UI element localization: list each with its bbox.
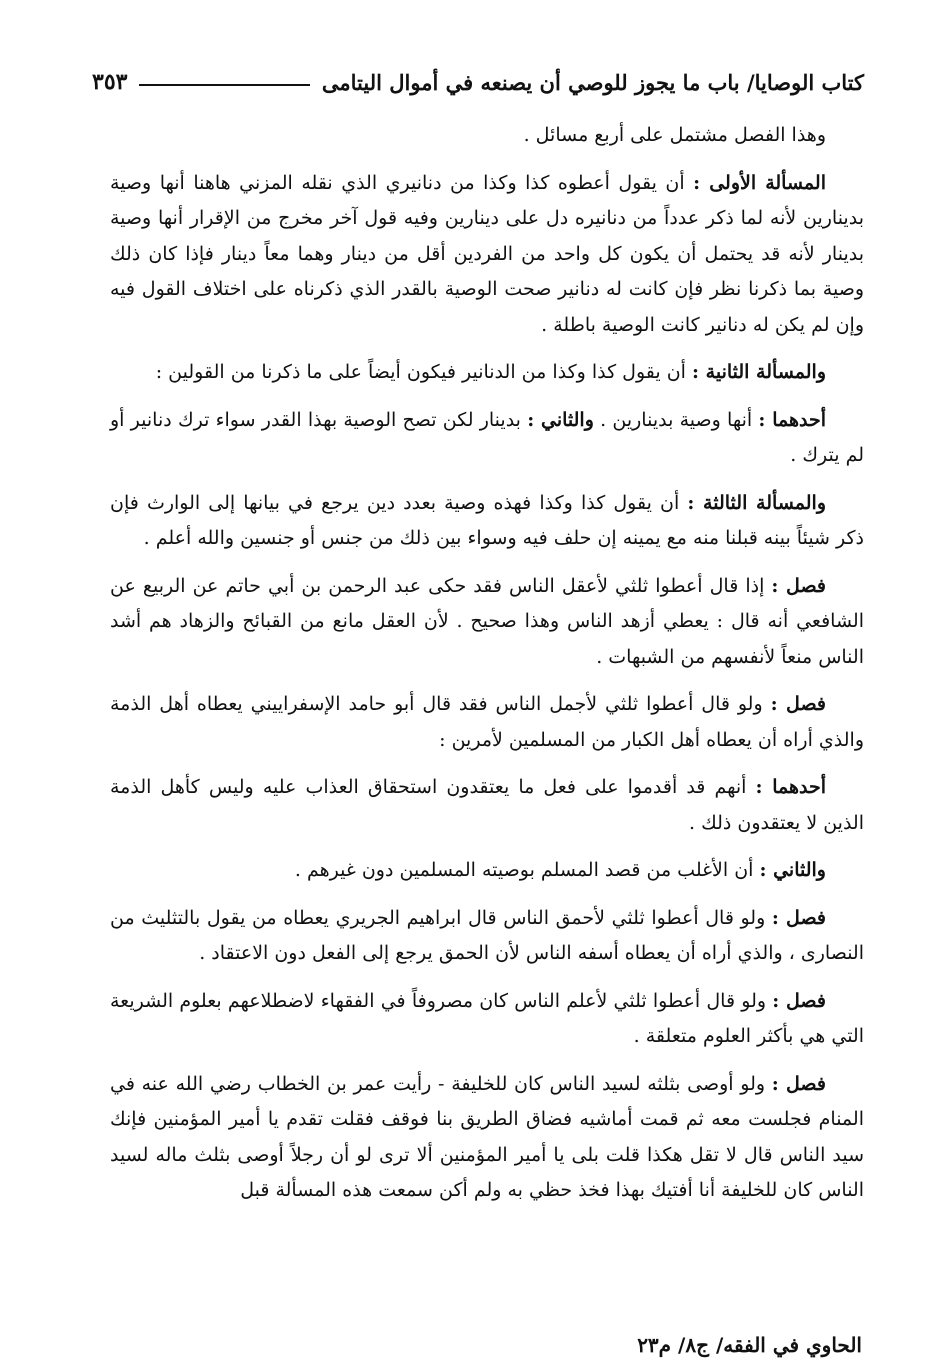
paragraph: [110, 403, 864, 474]
section-lead: فصل :: [771, 574, 826, 597]
paragraph-text: أن الأغلب من قصد المسلم بوصيته المسلمين دون غيرهم .: [294, 859, 760, 881]
paragraph-text: أنها وصية بدينارين .: [593, 408, 759, 431]
paragraph: [110, 853, 864, 889]
paragraph: [110, 486, 864, 557]
section-lead: فصل :: [771, 1072, 826, 1095]
paragraph: [110, 901, 864, 972]
running-title: كتاب الوصايا/ باب ما يجوز للوصي أن يصنعه في أموال اليتامى: [321, 69, 864, 95]
section-lead: والمسألة الثالثة :: [687, 491, 826, 514]
paragraph-text: ولو قال أعطوا ثلثي لأحمق الناس قال ابراهيم الجريري يعطاه من يقول بالتثليث من النصارى ، والذي أراه أن يعطاه أسفه الناس لأن الحمق يرجع إلى الفعل دون الاعتقاد .: [110, 906, 864, 964]
section-lead: والثاني :: [527, 408, 594, 431]
paragraph-text: بدينار لكن تصح الوصية بهذا القدر سواء ترك دنانير أو لم يترك .: [110, 408, 864, 466]
paragraph-text: أن يقول أعطوه كذا وكذا من دنانيري الذي نقله المزني هاهنا أنها وصية بدينارين لأنه لما ذكر عدداً من دنانيره دل على دينارين وفيه قول آخر مخرج من الإقرار أنها وصية بدينار لأنه قد يحتمل أن يكون كل واحد من الفردين أقل من دينار وهما معاً دينار فإذا كان ذلك وصية بما ذكرنا نظر فإن كانت له دنانير صحت الوصية بالقدر الذي ذكرناه على اختلاف القول فيه وإن لم يكن له دنانير كانت الوصية باطلة .: [110, 171, 864, 336]
paragraph-text: ولو قال أعطوا ثلثي لأعلم الناس كان مصروفاً في الفقهاء لاضطلاعهم بعلوم الشريعة التي هي بأكثر العلوم متعلقة .: [110, 989, 864, 1047]
paragraph: [110, 355, 864, 391]
paragraph-text: أنهم قد أقدموا على فعل ما يعتقدون استحقاق العذاب عليه وليس كأهل الذمة الذين لا يعتقدون ذلك .: [110, 776, 864, 834]
paragraph-text: وهذا الفصل مشتمل على أربع مسائل .: [523, 124, 826, 146]
section-lead: والمسألة الثانية :: [692, 361, 826, 383]
paragraph-text: أن يقول كذا وكذا من الدنانير فيكون أيضاً على ما ذكرنا من القولين :: [155, 361, 693, 383]
paragraph-text: ولو قال أعطوا ثلثي لأجمل الناس فقد قال أبو حامد الإسفراييني يعطاه أهل الذمة والذي أراه أن يعطاه أهل الكبار من المسلمين لأمرين :: [110, 693, 864, 751]
paragraph-text: ولو أوصى بثلثه لسيد الناس كان للخليفة - رأيت عمر بن الخطاب رضي الله عنه في المنام فجلست معه ثم قمت أماشيه فضاق الطريق بنا فوقف فقلت تقدم يا أمير المؤمنين فإنك سيد الناس قال لا تقل هكذا قلت بلى يا أمير المؤمنين ألا ترى لو أن رجلاً أوصى بثلث ماله لسيد الناس كان للخليفة أنا أفتيك بهذا فخذ حظي به ولم أكن سمعت هذه المسألة قبل: [110, 1072, 864, 1201]
body-text: [110, 118, 864, 1221]
section-lead: أحدهما :: [755, 776, 826, 798]
paragraph: [110, 770, 864, 841]
paragraph: [110, 118, 864, 154]
paragraph: [110, 1067, 864, 1209]
section-lead: فصل :: [771, 906, 827, 929]
header-rule: [139, 84, 309, 86]
section-lead: المسألة الأولى :: [693, 171, 826, 194]
paragraph: [110, 984, 864, 1055]
paragraph: [110, 569, 864, 676]
running-header: [92, 62, 864, 102]
paragraph-text: أن يقول كذا وكذا فهذه وصية بعدد دين يرجع في بيانها إلى الوارث فإن ذكر شيئاً بينه قبلنا منه مع يمينه إن حلف فيه وسواء بين ذلك من جنس أو جنسين والله أعلم .: [110, 491, 864, 549]
section-lead: فصل :: [770, 693, 827, 715]
page-footer: الحاوي في الفقه/ ج٨/ م٢٣: [637, 1333, 862, 1357]
section-lead: أحدهما :: [758, 408, 826, 431]
section-lead: فصل :: [772, 989, 826, 1012]
paragraph-text: إذا قال أعطوا ثلثي لأعقل الناس فقد حكى عبد الرحمن بن أبي حاتم عن الربيع عن الشافعي أنه قال : يعطي أزهد الناس وهذا صحيح . لأن العقل مانع من القبائح والزهاد هم أشد الناس منعاً لأنفسهم من الشبهات .: [110, 574, 864, 668]
paragraph: [110, 166, 864, 344]
section-lead: والثاني :: [759, 859, 826, 881]
paragraph: [110, 687, 864, 758]
page-number: ٣٥٣: [92, 69, 128, 95]
